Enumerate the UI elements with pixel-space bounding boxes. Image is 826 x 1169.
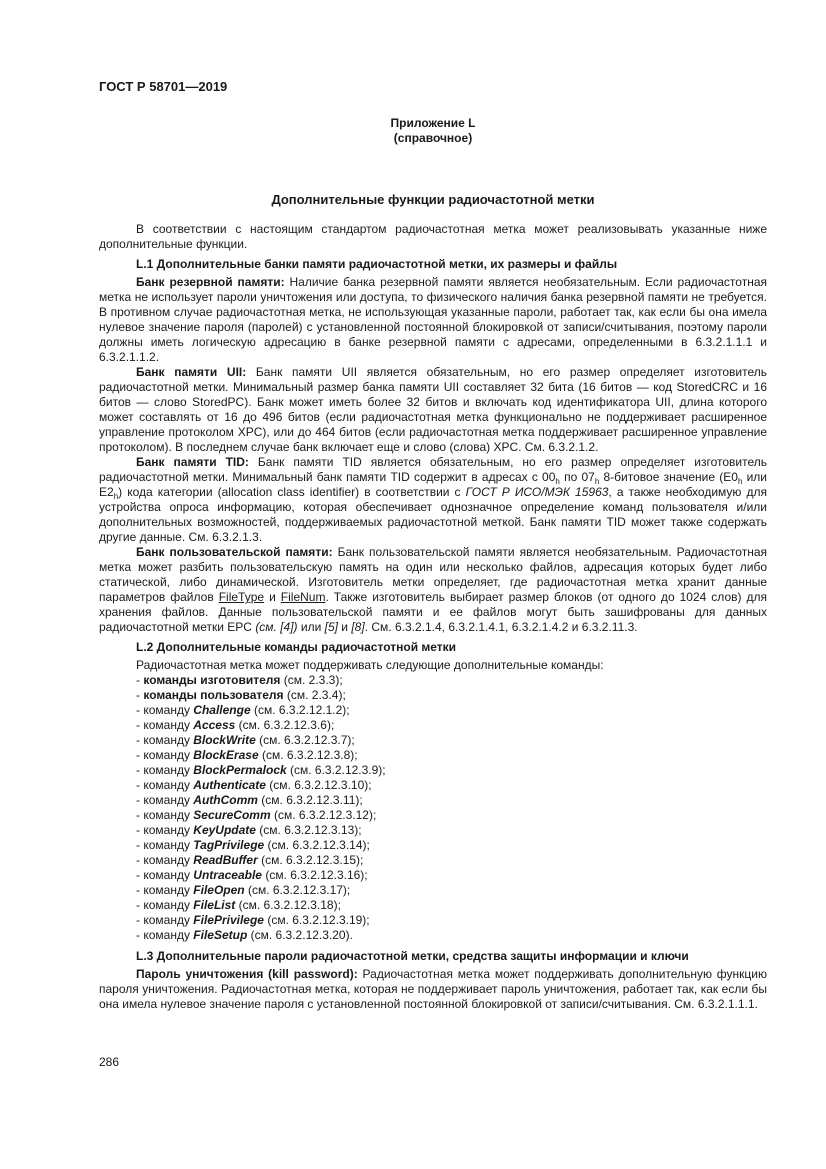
command-name: Access xyxy=(193,718,236,732)
section-reference: (см. 6.3.2.12.3.14); xyxy=(264,838,370,852)
command-name: ReadBuffer xyxy=(193,853,258,867)
section-reference: (см. 6.3.2.12.3.9); xyxy=(286,763,386,777)
section-reference: (см. 6.3.2.12.3.18); xyxy=(235,898,341,912)
section-reference: (см. 2.3.3); xyxy=(280,673,343,687)
item-prefix: - команду xyxy=(136,928,194,942)
item-prefix: - команду xyxy=(136,703,194,717)
section-reference: (см. 6.3.2.12.3.10); xyxy=(265,778,372,792)
user-text-part: или xyxy=(297,620,325,634)
section-reference: (см. 2.3.4); xyxy=(283,688,346,702)
user-text-part: . Также изготовитель выбирает размер блоков (от одного до 1024 слов) для хранения файлов. Данные пользовательской памяти и ее файлов могут быть зашифрованы для данных радиочастотной метки EPC xyxy=(99,590,767,634)
command-name: Untraceable xyxy=(193,868,262,882)
command-name: FileOpen xyxy=(193,883,245,897)
uii-bank-paragraph xyxy=(99,365,767,455)
kill-password-paragraph xyxy=(99,967,767,1012)
section-reference: (см. 6.3.2.12.3.6); xyxy=(235,718,335,732)
item-prefix: - команду xyxy=(136,853,194,867)
section-reference: (см. 6.3.2.12.3.8); xyxy=(258,748,358,762)
bib-reference: (см. [4]) xyxy=(255,620,298,634)
section-reference: (см. 6.3.2.12.3.12); xyxy=(270,808,377,822)
list-item xyxy=(136,928,767,943)
section-reference: (см. 6.3.2.12.3.7); xyxy=(255,733,355,747)
page-number: 286 xyxy=(99,1055,120,1069)
item-prefix: - команду xyxy=(136,793,194,807)
section-l3-heading: L.3 Дополнительные пароли радиочастотной метки, средства защиты информации и ключи xyxy=(136,949,689,963)
item-prefix: - команду xyxy=(136,778,194,792)
param-filetype: FileType xyxy=(218,590,265,604)
kill-password-text: Радиочастотная метка может поддерживать дополнительную функцию пароля уничтожения. Радиочастотная метка, которая не поддерживает пароль уничтожения, работает так, как если бы она имела нулевое значение пароля с установленной постоянной блокировкой от записи/считывания. См. 6.3.2.1.1.1. xyxy=(99,967,767,1011)
user-text-part: и xyxy=(264,590,281,604)
param-filenum: FileNum xyxy=(280,590,326,604)
standard-reference: ГОСТ Р ИСО/МЭК 15963 xyxy=(465,485,609,499)
tid-text-part: по 07 xyxy=(559,470,595,484)
document-title: Дополнительные функции радиочастотной метки xyxy=(271,192,595,207)
tid-text-part: , а также необходимую для устройства опроса информацию, которая обеспечивает однозначное определение команд пользователя и/или дополнительных возможностей, поддерживаемых радиочастотной меткой. Банк памяти TID может также содержать другие данные. См. 6.3.2.1.3. xyxy=(99,485,767,544)
list-item xyxy=(136,718,767,733)
command-name: SecureComm xyxy=(193,808,271,822)
section-reference: (см. 6.3.2.12.3.11); xyxy=(257,793,363,807)
item-prefix: - команду xyxy=(136,733,194,747)
section-reference: (см. 6.3.2.12.3.19); xyxy=(263,913,370,927)
reserved-bank-paragraph xyxy=(99,275,767,365)
section-reference: (см. 6.3.2.12.1.2); xyxy=(250,703,350,717)
command-name: FileList xyxy=(193,898,236,912)
list-item xyxy=(136,703,767,718)
list-item xyxy=(136,778,767,793)
reserved-bank-term: Банк резервной памяти: xyxy=(136,275,285,289)
command-name: TagPrivilege xyxy=(193,838,265,852)
item-prefix: - команду xyxy=(136,748,194,762)
command-name: команды пользователя xyxy=(143,688,284,702)
command-name: BlockErase xyxy=(193,748,259,762)
list-item xyxy=(136,673,767,688)
section-reference: (см. 6.3.2.12.3.20). xyxy=(247,928,353,942)
item-prefix: - xyxy=(136,673,144,687)
item-prefix: - команду xyxy=(136,838,194,852)
item-prefix: - команду xyxy=(136,808,194,822)
item-prefix: - команду xyxy=(136,898,194,912)
list-item xyxy=(136,793,767,808)
section-reference: (см. 6.3.2.12.3.17); xyxy=(244,883,351,897)
bib-reference: [5] xyxy=(324,620,338,634)
user-bank-paragraph xyxy=(99,545,767,635)
command-name: команды изготовителя xyxy=(143,673,281,687)
command-name: Authenticate xyxy=(193,778,266,792)
tid-text-part: 8-битовое значение (E0 xyxy=(599,470,738,484)
hex-subscript: h xyxy=(555,477,560,486)
document-body xyxy=(99,222,767,1012)
user-text-part: и xyxy=(337,620,352,634)
list-item xyxy=(136,763,767,778)
kill-password-term: Пароль уничтожения (kill password): xyxy=(136,967,358,981)
tid-text-part: или E2 xyxy=(99,470,768,499)
hex-subscript: h xyxy=(113,492,119,501)
list-item xyxy=(136,853,767,868)
command-name: BlockPermalock xyxy=(193,763,287,777)
list-item xyxy=(136,898,767,913)
command-name: KeyUpdate xyxy=(193,823,256,837)
list-item xyxy=(136,868,767,883)
tid-text-part: Банк памяти TID является обязательным, но его размер определяет изготовитель радиочастотной метки. Минимальный банк памяти TID содержит в адресах с 00 xyxy=(99,455,767,484)
tid-bank-term: Банк памяти TID: xyxy=(136,455,249,469)
user-bank-term: Банк пользовательской памяти: xyxy=(136,545,333,559)
item-prefix: - команду xyxy=(136,868,194,882)
section-reference: (см. 6.3.2.12.3.13); xyxy=(255,823,362,837)
intro-paragraph: В соответствии с настоящим стандартом радиочастотная метка может реализовывать указанные ниже дополнительные функции. xyxy=(99,222,767,251)
bib-reference: [8] xyxy=(351,620,365,634)
list-item xyxy=(136,823,767,838)
section-l1-heading: L.1 Дополнительные банки памяти радиочастотной метки, их размеры и файлы xyxy=(136,257,618,271)
list-item xyxy=(136,808,767,823)
list-item xyxy=(136,883,767,898)
command-name: Challenge xyxy=(193,703,251,717)
tid-bank-paragraph xyxy=(99,455,767,545)
list-item xyxy=(136,838,767,853)
appendix-heading xyxy=(99,116,767,146)
list-item xyxy=(136,733,767,748)
item-prefix: - команду xyxy=(136,913,194,927)
reserved-bank-text: Наличие банка резервной памяти является необязательным. Если радиочастотная метка не использует пароли уничтожения или доступа, то физического наличия банка резервной памяти не требуется. В противном случае радиочастотная метка, не использующая указанные пароли, работает так, как если бы она имела нулевое значение пароля (паролей) с установленной постоянной блокировкой от записи/считывания, поэтому пароли должны иметь логическую адресацию в банке резервной памяти с адресами, определенными в 6.3.2.1.1.1 и 6.3.2.1.1.2. xyxy=(99,275,767,364)
item-prefix: - команду xyxy=(136,718,194,732)
section-l2-heading: L.2 Дополнительные команды радиочастотной метки xyxy=(136,640,457,654)
appendix-type: (справочное) xyxy=(393,131,473,145)
user-text-part: Банк пользовательской памяти является необязательным. Радиочастотная метка может разбить пользовательскую память на один или несколько файлов, адресация которых будет либо статической, либо динамической. Изготовитель метки определяет, где радиочастотная метка хранит данные параметров файлов xyxy=(99,545,767,604)
command-name: AuthComm xyxy=(193,793,258,807)
item-prefix: - xyxy=(136,688,144,702)
section-reference: (см. 6.3.2.12.3.15); xyxy=(257,853,364,867)
section-reference: (см. 6.3.2.12.3.16); xyxy=(261,868,368,882)
list-item xyxy=(136,688,767,703)
standard-header: ГОСТ Р 58701—2019 xyxy=(99,79,228,94)
list-item xyxy=(136,748,767,763)
hex-subscript: h xyxy=(594,477,600,486)
appendix-title: Приложение L xyxy=(390,116,476,130)
command-name: BlockWrite xyxy=(193,733,256,747)
tid-text-part: ) кода категории (allocation class identifier) в соответствии с xyxy=(118,485,466,499)
command-name: FileSetup xyxy=(193,928,248,942)
user-text-part: . См. 6.3.2.1.4, 6.3.2.1.4.1, 6.3.2.1.4.2 и 6.3.2.11.3. xyxy=(364,620,638,634)
uii-bank-text: Банк памяти UII является обязательным, но его размер определяет изготовитель радиочастотной метки. Минимальный размер банка памяти UII составляет 32 бита (16 битов — код StoredCRC и 16 битов — слово StoredPC). Банк может иметь более 32 битов и включать код идентификатора UII, длина которого может составлять от 16 до 496 битов (если радиочастотная метка функционально не поддерживает расширенное управление протоколом XPC), или до 464 битов (если радиочастотная метка поддерживает расширенное управление протоколом). В последнем случае банк включает еще и слово (слова) XPC. См. 6.3.2.1.2. xyxy=(99,365,768,454)
uii-bank-term: Банк памяти UII: xyxy=(136,365,247,379)
item-prefix: - команду xyxy=(136,883,194,897)
command-name: FilePrivilege xyxy=(193,913,264,927)
hex-subscript: h xyxy=(737,477,743,486)
item-prefix: - команду xyxy=(136,823,194,837)
command-list xyxy=(136,673,767,943)
commands-lead: Радиочастотная метка может поддерживать следующие дополнительные команды: xyxy=(136,658,604,672)
list-item xyxy=(136,913,767,928)
item-prefix: - команду xyxy=(136,763,194,777)
